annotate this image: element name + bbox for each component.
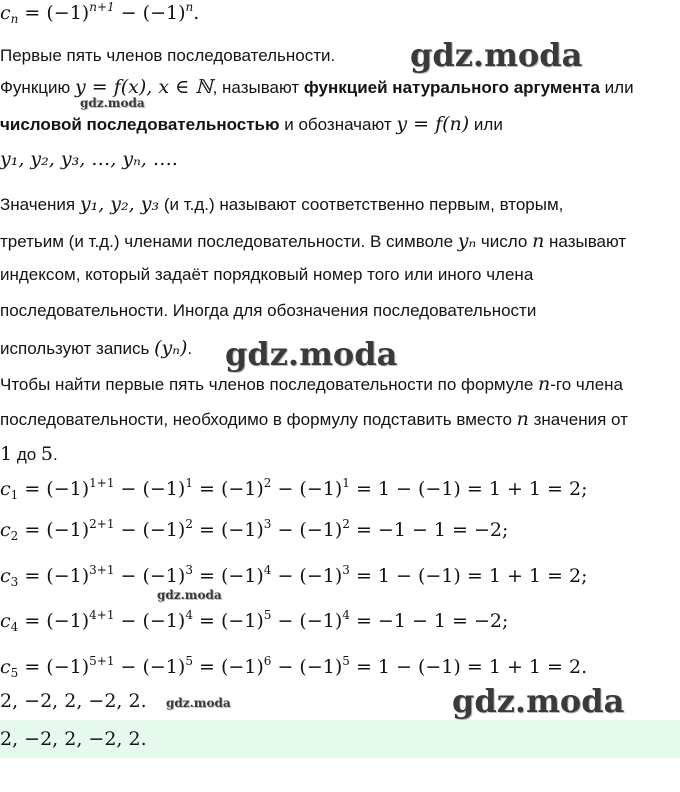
calc-line: $c_3 = (-1)^{3+1} - (-1)^3 = (-1)^4 - (-1)^3 = 1 - (-1) = 1 + 1 = 2$; bbox=[0, 563, 588, 589]
watermark: gdz.moda bbox=[225, 335, 398, 373]
paragraph-notation: последовательности. Иногда для обозначения последовательности bbox=[0, 301, 537, 320]
paragraph-range: 1 до 5. bbox=[0, 443, 58, 465]
answer-text: 2, −2, 2, −2, 2. bbox=[0, 728, 147, 750]
calc-line: $c_2 = (-1)^{2+1} - (-1)^2 = (-1)^3 - (-1)^2 = -1 - 1 = -2$; bbox=[0, 517, 509, 543]
watermark: gdz.moda bbox=[166, 696, 231, 710]
paragraph-how-to: Чтобы найти первые пять членов последовательности по формуле n-го члена bbox=[0, 373, 623, 395]
paragraph-first-five: Первые пять членов последовательности. bbox=[0, 46, 336, 65]
calc-line: $c_5 = (-1)^{5+1} - (-1)^5 = (-1)^6 - (-1)^5 = 1 - (-1) = 1 + 1 = 2$. bbox=[0, 654, 588, 680]
result-line: 2, −2, 2, −2, 2. bbox=[0, 690, 147, 712]
paragraph-members: третьим (и т.д.) членами последовательности. В символе yₙ число n называют bbox=[0, 230, 627, 252]
paragraph-sequence-def: числовой последовательностью и обозначают y = f(n) или bbox=[0, 113, 503, 135]
watermark: gdz.moda bbox=[80, 96, 145, 110]
sequence-notation: y₁, y₂, y₃, …, yₙ, …. bbox=[0, 148, 178, 170]
calc-line: $c_1 = (-1)^{1+1} - (-1)^1 = (-1)^2 - (-1)^1 = 1 - (-1) = 1 + 1 = 2$; bbox=[0, 476, 588, 502]
paragraph-values: Значения y₁, y₂, y₃ (и т.д.) называют соответственно первым, вторым, bbox=[0, 193, 564, 215]
watermark: gdz.moda bbox=[410, 36, 583, 74]
paragraph-yn: используют запись (yₙ). bbox=[0, 337, 193, 359]
formula-cn: $c_n = (-1)^{n+1} - (-1)^n$. bbox=[0, 0, 200, 26]
paragraph-substitute: последовательности, необходимо в формулу подставить вместо n значения от bbox=[0, 408, 628, 430]
paragraph-index: индексом, который задаёт порядковый номер того или иного члена bbox=[0, 265, 534, 284]
watermark: gdz.moda bbox=[452, 682, 625, 720]
paragraph-function-def: Функцию y = f(x), x ∈ ℕ, называют функцией натурального аргумента или bbox=[0, 76, 634, 98]
watermark: gdz.moda bbox=[157, 588, 222, 602]
calc-line: $c_4 = (-1)^{4+1} - (-1)^4 = (-1)^5 - (-1)^4 = -1 - 1 = -2$; bbox=[0, 608, 509, 634]
